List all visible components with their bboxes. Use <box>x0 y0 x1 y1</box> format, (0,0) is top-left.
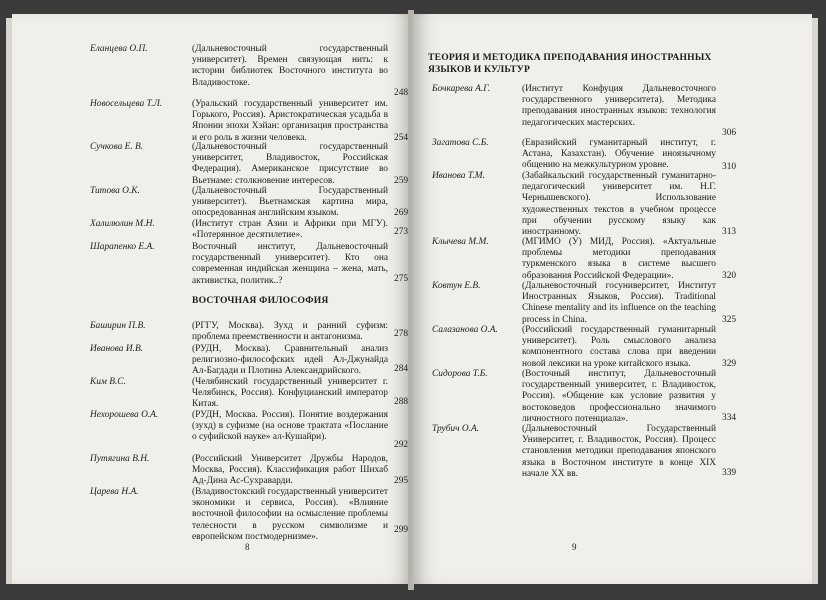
entry-description: (РУДН, Москва. Россия). Понятие воздержания (зухд) в суфизме (на основе трактата «Послание о суфийской науке» ал-Кушайри). <box>192 410 388 443</box>
entry-author: Халилюлин М.Н. <box>90 219 155 229</box>
entry-page-number: 310 <box>722 162 737 172</box>
entry-author: Трубич О.А. <box>432 424 480 434</box>
entry-description: (Российский Университет Дружбы Народов, Москва, Россия). Классификация работ Шихаб Ад-Дина Ас-Сухраварди. <box>192 454 388 487</box>
section-heading: ВОСТОЧНАЯ ФИЛОСОФИЯ <box>192 295 329 306</box>
entry-description: Восточный институт, Дальневосточный государственный университет). Кто она современная индийская женщина – жена, мать, активистка, политик..? <box>192 242 388 286</box>
entry-page-number: 288 <box>394 397 409 407</box>
entry-author: Ким В.С. <box>90 377 126 387</box>
entry-description: (МГИМО (У) МИД, Россия). «Актуальные проблемы методики преподавания туркменского языка в системе высшего образования Российской Федерации». <box>522 237 716 281</box>
right-page <box>412 14 812 584</box>
left-page <box>12 14 412 584</box>
section-heading: ТЕОРИЯ И МЕТОДИКА ПРЕПОДАВАНИЯ ИНОСТРАННЫХ <box>428 52 712 63</box>
entry-page-number: 278 <box>394 329 409 339</box>
entry-description: (Институт Конфуция Дальневосточного государственного университета). Методика преподавания иностранных языков: технология педагогических мастерских. <box>522 84 716 128</box>
entry-description: (Институт стран Азии и Африки при МГУ). «Потерянное десятилетие». <box>192 219 388 241</box>
entry-page-number: 269 <box>394 208 409 218</box>
entry-page-number: 254 <box>394 133 409 143</box>
entry-description: (Забайкальский государственный гуманитарно-педагогический университет им. Н.Г. Чернышевского). Использование художественных текстов в учебном процессе при обучении русскому языку как иностранному. <box>522 171 716 238</box>
entry-author: Иванова И.В. <box>90 344 144 354</box>
entry-page-number: 334 <box>722 413 737 423</box>
entry-page-number: 275 <box>394 274 409 284</box>
section-heading-continued: ЯЗЫКОВ И КУЛЬТУР <box>428 64 531 75</box>
entry-author: Салазанова О.А. <box>432 325 498 335</box>
entry-description: (Челябинский государственный университет г. Челябинск, Россия). Конфуцианский император Китая. <box>192 377 388 410</box>
entry-author: Новосельцева Т.Л. <box>90 99 163 109</box>
entry-author: Еланцева О.П. <box>90 44 148 54</box>
entry-author: Титова О.К. <box>90 186 140 196</box>
entry-description: (Дальневосточный госуниверситет, Институт Иностранных Языков, Россия). Traditional Chinese mentality and its influence on the teaching process in China. <box>522 281 716 325</box>
entry-author: Ковтун Е.В. <box>432 281 481 291</box>
entry-page-number: 339 <box>722 468 737 478</box>
entry-author: Сучкова Е. В. <box>90 142 144 152</box>
entry-page-number: 284 <box>394 364 409 374</box>
entry-author: Клычева М.М. <box>432 237 489 247</box>
entry-description: (Дальневосточный государственный университет, Владивосток, Российская Федерация). Американское присутствие во Вьетнаме: столкновение интересов. <box>192 142 388 186</box>
entry-description: (Евразийский гуманитарный институт, г. Астана, Казахстан). Обучение иноязычному общению на межкультурном уровне. <box>522 138 716 171</box>
entry-page-number: 248 <box>394 88 409 98</box>
entry-description: (Дальневосточный Государственный Университет, г. Владивосток, Россия). Процесс становления методики преподавания японского языка в Восточном институте в конце XIX начале XX вв. <box>522 424 716 479</box>
entry-author: Шарапенко Е.А. <box>90 242 155 252</box>
entry-description: (РУДН, Москва). Сравнительный анализ религиозно-философских идей Ал-Джунайда Ал-Багдади и Плотина Александрийского. <box>192 344 388 377</box>
entry-author: Путягина В.Н. <box>90 454 150 464</box>
entry-description: (Восточный институт, Дальневосточный государственный университет, г. Владивосток, Россия). «Общение как условие развития у востоковедов профессионально значимого личностного потенциала». <box>522 369 716 424</box>
entry-page-number: 313 <box>722 227 737 237</box>
entry-description: (Уральский государственный университет им. Горького, Россия). Аристократическая усадьба в Японии эпохи Хэйан: организация пространства и его роль в жизни человека. <box>192 99 388 143</box>
entry-author: Иванова Т.М. <box>432 171 485 181</box>
entry-page-number: 329 <box>722 359 737 369</box>
entry-author: Нехорошева О.А. <box>90 410 159 420</box>
entry-description: (Владивостокский государственный университет экономики и сервиса, Россия). «Влияние восточной философии на осмысление проблемы телесности в русском символизме и европейском постмодернизме». <box>192 487 388 542</box>
page-folio: 8 <box>245 542 250 552</box>
entry-author: Бочкарева А.Г. <box>432 84 491 94</box>
entry-page-number: 295 <box>394 476 409 486</box>
entry-page-number: 306 <box>722 128 737 138</box>
entry-page-number: 259 <box>394 176 409 186</box>
entry-description: (Российский государственный гуманитарный университет). Роль смыслового анализа компонентного состава слова при введении новой лексики на уроке китайского языка. <box>522 325 716 369</box>
entry-description: (Дальневосточный государственный университет). Времен связующая нить: к истории библиотек Восточного института во Владивостоке. <box>192 44 388 88</box>
entry-description: (Дальневосточный Государственный университет). Вьетнамская картина мира, опосредованная английским языком. <box>192 186 388 219</box>
entry-author: Баширин П.В. <box>90 321 146 331</box>
entry-author: Царева Н.А. <box>90 487 139 497</box>
entry-page-number: 292 <box>394 440 409 450</box>
entry-page-number: 325 <box>722 315 737 325</box>
entry-description: (РГГУ, Москва). Зухд и ранний суфизм: проблема преемственности и антагонизма. <box>192 321 388 343</box>
page-folio: 9 <box>572 542 577 552</box>
entry-page-number: 299 <box>394 525 409 535</box>
entry-page-number: 320 <box>722 271 737 281</box>
entry-page-number: 273 <box>394 227 409 237</box>
entry-author: Сидорова Т.Б. <box>432 369 488 379</box>
entry-author: Загатова С.Б. <box>432 138 489 148</box>
